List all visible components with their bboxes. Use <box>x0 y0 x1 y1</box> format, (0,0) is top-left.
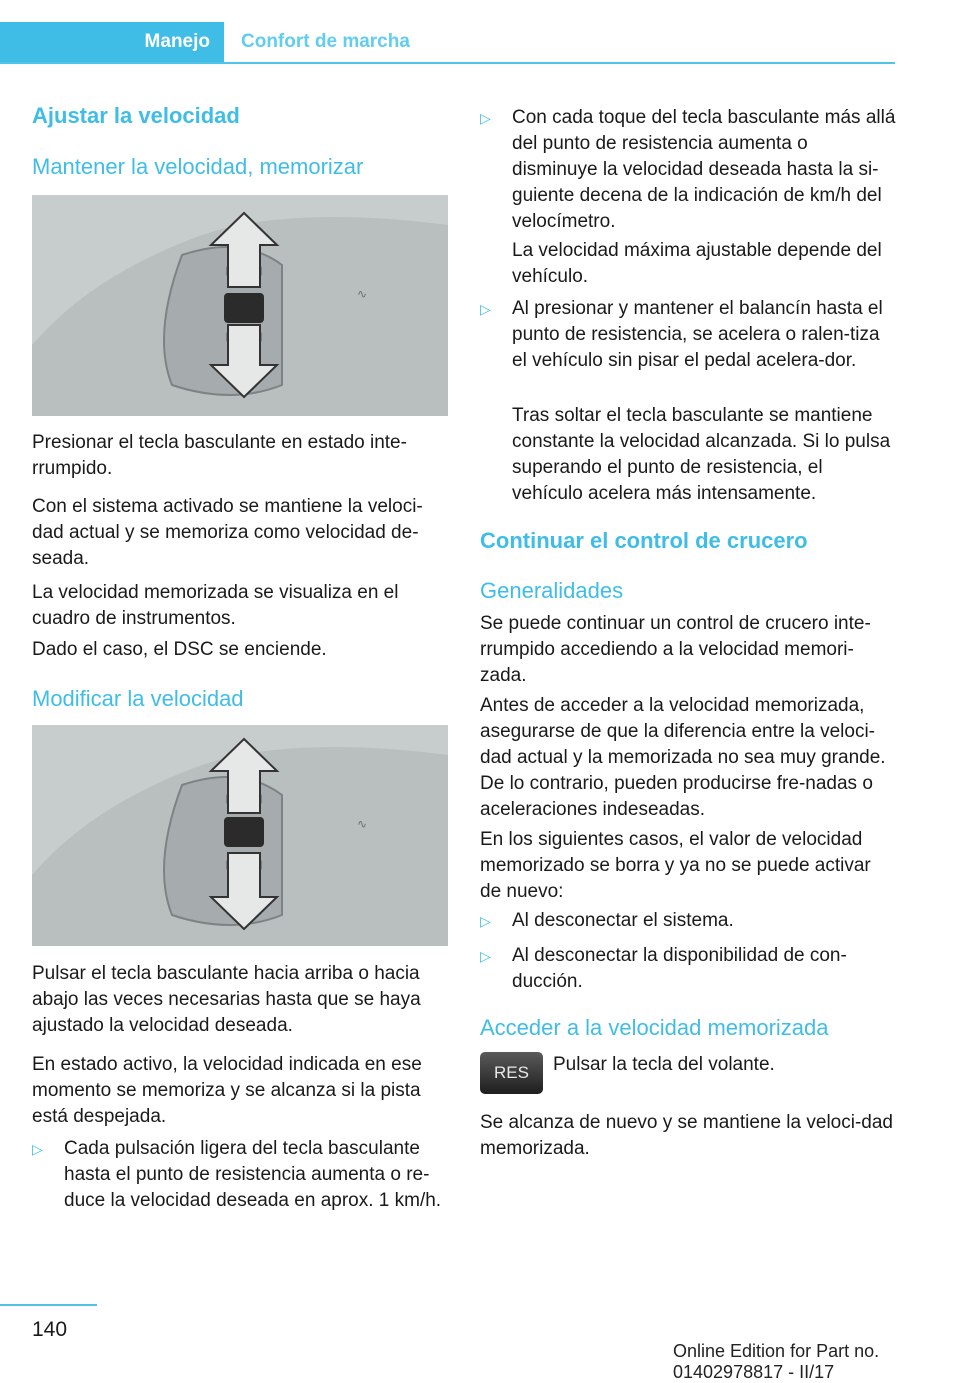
steering-wheel-rocker-image-1 <box>32 195 448 416</box>
list-item <box>480 943 896 995</box>
bullet-arrow-icon: ▷ <box>32 1141 43 1157</box>
bullet-arrow-icon: ▷ <box>480 948 491 964</box>
svg-text:∿: ∿ <box>357 287 368 301</box>
paragraph: Antes de acceder a la velocidad memorizada, asegurarse de que la diferencia entre la veloci-dad actual y la memorizada no sea muy grande. De lo contrario, pueden producirse fre-nadas o aceleraciones indeseadas. <box>480 695 886 820</box>
paragraph: En estado activo, la velocidad indicada en ese momento se memoriza y se alcanza si la pista está despejada. <box>32 1054 422 1127</box>
paragraph: Pulsar el tecla basculante hacia arriba o hacia abajo las veces necesarias hasta que se haya ajustado la velocidad deseada. <box>32 963 421 1036</box>
section-tab[interactable] <box>0 22 224 62</box>
heading-general: Generalidades <box>480 578 624 603</box>
heading-continue-cruise: Continuar el control de crucero <box>480 528 808 553</box>
paragraph: Se alcanza de nuevo y se mantiene la veloci-dad memorizada. <box>480 1112 893 1159</box>
bullet-arrow-icon: ▷ <box>480 913 491 929</box>
paragraph: Con el sistema activado se mantiene la veloci-dad actual y se memoriza como velocidad de-seada. <box>32 496 423 569</box>
section-label: Manejo <box>144 31 210 52</box>
paragraph: Se puede continuar un control de crucero inte-rrumpido accediendo a la velocidad memori-zada. <box>480 613 871 686</box>
list-item-text: Cada pulsación ligera del tecla basculante hasta el punto de resistencia aumenta o re-duce la velocidad deseada en aprox. 1 km/h. <box>64 1138 442 1211</box>
res-button-icon: RES <box>480 1052 543 1094</box>
list-item-text: Al desconectar el sistema. <box>512 910 734 931</box>
paragraph: Presionar el tecla basculante en estado inte-rrumpido. <box>32 432 407 479</box>
paragraph: Pulsar la tecla del volante. <box>553 1054 775 1075</box>
steering-wheel-rocker-image-2 <box>32 725 448 946</box>
footer-rule <box>0 1304 97 1306</box>
bullet-arrow-icon: ▷ <box>480 110 491 126</box>
bullet-arrow-icon: ▷ <box>480 301 491 317</box>
paragraph: Dado el caso, el DSC se enciende. <box>32 639 327 660</box>
heading-keep-speed: Mantener la velocidad, memorizar <box>32 154 364 179</box>
list-item <box>32 1136 452 1214</box>
edition-note: Online Edition for Part no. 01402978817 - II/17 <box>673 1341 880 1382</box>
subsection-label[interactable]: Confort de marcha <box>241 31 410 52</box>
svg-text:∿: ∿ <box>357 817 368 831</box>
list-item-note: La velocidad máxima ajustable depende del vehículo. <box>512 240 882 287</box>
list-item-text: Al desconectar la disponibilidad de con-ducción. <box>512 945 847 992</box>
list-item-text: Con cada toque del tecla basculante más allá del punto de resistencia aumenta o disminuye la velocidad deseada hasta la si-guiente decena de la indicación de km/h del velocímetro. <box>512 107 896 232</box>
paragraph: En los siguientes casos, el valor de velocidad memorizado se borra y ya no se puede activar de nuevo: <box>480 829 871 902</box>
page-number: 140 <box>32 1318 68 1341</box>
heading-adjust-speed: Ajustar la velocidad <box>32 103 240 128</box>
list-item-note: Tras soltar el tecla basculante se mantiene constante la velocidad alcanzada. Si lo pulsa superando el punto de resistencia, el vehículo acelera más intensamente. <box>512 405 891 504</box>
list-item <box>480 105 896 235</box>
list-item <box>480 296 896 374</box>
heading-modify-speed: Modificar la velocidad <box>32 686 244 711</box>
list-item-text: Al presionar y mantener el balancín hasta el punto de resistencia, se acelera o ralen-tiza el vehículo sin pisar el pedal acelera-dor. <box>512 298 883 371</box>
heading-access-memorized-speed: Acceder a la velocidad memorizada <box>480 1015 829 1040</box>
paragraph: La velocidad memorizada se visualiza en el cuadro de instrumentos. <box>32 582 399 629</box>
header-bar <box>0 22 895 64</box>
list-item <box>480 908 896 934</box>
